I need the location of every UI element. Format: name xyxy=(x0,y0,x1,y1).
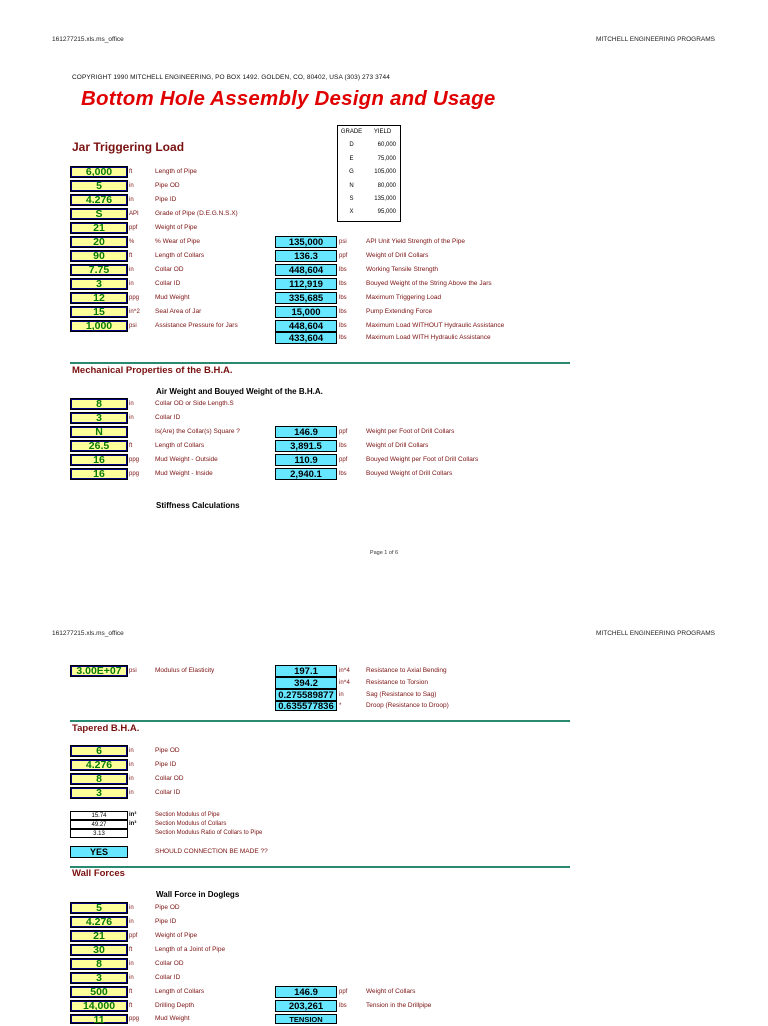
grade-cell: D xyxy=(349,142,354,149)
sag-output: 0.275589877 xyxy=(275,689,337,701)
yield-cell: 80,000 xyxy=(377,182,396,189)
input-unit: in xyxy=(129,401,134,407)
pipe-grade-input[interactable]: S xyxy=(70,208,128,220)
output-unit: ppf xyxy=(339,989,348,995)
output-label: Weight of Drill Collars xyxy=(366,442,429,449)
collar-square-input[interactable]: N xyxy=(70,426,128,438)
input-label: Collar ID xyxy=(155,789,181,796)
input-unit: ppf xyxy=(129,225,138,231)
drillpipe-tension-output: 203,261 xyxy=(275,1000,337,1012)
input-unit: in xyxy=(129,905,134,911)
output-unit: lbs xyxy=(339,309,347,315)
pipe-id-input[interactable]: 4.276 xyxy=(70,759,128,771)
input-unit: ft xyxy=(129,443,133,449)
collar-od-input[interactable]: 8 xyxy=(70,958,128,970)
modulus-unit: in³ xyxy=(129,821,137,827)
grade-row xyxy=(338,166,400,179)
drilling-depth-input[interactable]: 14,000 xyxy=(70,1000,128,1012)
collar-od-input[interactable]: 8 xyxy=(70,773,128,785)
jar-section-title: Jar Triggering Load xyxy=(72,140,185,154)
output-unit: lbs xyxy=(339,443,347,449)
input-label: Collar ID xyxy=(155,974,181,981)
pipe-id-input[interactable]: 4.276 xyxy=(70,194,128,206)
output-label: Weight of Drill Collars xyxy=(366,252,429,259)
working-tensile-output: 448,604 xyxy=(275,264,337,276)
seal-area-input[interactable]: 15 xyxy=(70,306,128,318)
section-divider xyxy=(70,866,570,868)
pump-force-output: 15,000 xyxy=(275,306,337,318)
file-name: 161277215.xls.ms_office xyxy=(52,36,124,43)
page-title: Bottom Hole Assembly Design and Usage xyxy=(81,87,496,110)
output-unit: lbs xyxy=(339,281,347,287)
pipe-od-input[interactable]: 5 xyxy=(70,180,128,192)
input-label: Length of Collars xyxy=(155,442,205,449)
output-label: API Unit Yield Strength of the Pipe xyxy=(366,238,466,245)
length-of-collars-input[interactable]: 90 xyxy=(70,250,128,262)
input-label: Weight of Pipe xyxy=(155,224,198,231)
assistance-pressure-input[interactable]: 1,000 xyxy=(70,320,128,332)
collar-weight-output: 146.9 xyxy=(275,986,337,998)
input-unit: in xyxy=(129,790,134,796)
tension-state-output: TENSION xyxy=(275,1014,337,1024)
output-label: Sag (Resistance to Sag) xyxy=(366,691,437,698)
input-unit: in xyxy=(129,183,134,189)
wall-section-title: Wall Forces xyxy=(72,868,125,879)
input-unit: ppg xyxy=(129,471,140,477)
input-label: Mud Weight xyxy=(155,1015,190,1022)
input-label: Pipe OD xyxy=(155,747,180,754)
air-weight-title: Air Weight and Bouyed Weight of the B.H.A. xyxy=(156,387,323,396)
weight-of-pipe-input[interactable]: 21 xyxy=(70,222,128,234)
output-label: Bouyed Weight per Foot of Drill Collars xyxy=(366,456,479,463)
collar-id-input[interactable]: 3 xyxy=(70,787,128,799)
bouyed-weight-output: 112,919 xyxy=(275,278,337,290)
wear-of-pipe-input[interactable]: 20 xyxy=(70,236,128,248)
grade-yield-table xyxy=(337,125,401,222)
pipe-id-input[interactable]: 4.276 xyxy=(70,916,128,928)
output-label: Weight per Foot of Drill Collars xyxy=(366,428,455,435)
input-unit: ft xyxy=(129,1003,133,1009)
output-label: Weight of Collars xyxy=(366,988,416,995)
modulus-label: Section Modulus Ratio of Collars to Pipe xyxy=(155,830,263,836)
input-label: Is(Are) the Collar(s) Square ? xyxy=(155,428,240,435)
drill-collar-weight-output: 3,891.5 xyxy=(275,440,337,452)
torsion-output: 394.2 xyxy=(275,677,337,689)
grade-cell: G xyxy=(349,169,354,176)
input-unit: ft xyxy=(129,989,133,995)
input-unit: in xyxy=(129,919,134,925)
input-unit: ppg xyxy=(129,1016,140,1022)
yield-cell: 95,000 xyxy=(377,209,396,216)
input-label: Collar OD xyxy=(155,266,184,273)
bouyed-collar-weight-output: 2,940.1 xyxy=(275,468,337,480)
input-unit: psi xyxy=(129,323,137,329)
input-label: Assistance Pressure for Jars xyxy=(155,322,238,329)
input-unit: in xyxy=(129,748,134,754)
input-label: Length of Pipe xyxy=(155,168,197,175)
pipe-od-input[interactable]: 5 xyxy=(70,902,128,914)
output-unit: lbs xyxy=(339,471,347,477)
input-label: Collar OD xyxy=(155,960,184,967)
output-unit: in^4 xyxy=(339,680,350,686)
input-unit: ft xyxy=(129,947,133,953)
input-label: Mud Weight - Outside xyxy=(155,456,218,463)
input-label: Mud Weight - Inside xyxy=(155,470,213,477)
input-label: Weight of Pipe xyxy=(155,932,198,939)
output-unit: lbs xyxy=(339,323,347,329)
input-unit: in xyxy=(129,197,134,203)
pipe-od-input[interactable]: 6 xyxy=(70,745,128,757)
mud-weight-input[interactable]: 12 xyxy=(70,292,128,304)
connection-output: YES xyxy=(70,846,128,858)
yield-header: YIELD xyxy=(373,129,392,135)
grade-row xyxy=(338,206,400,219)
tapered-section-title: Tapered B.H.A. xyxy=(72,723,140,734)
input-label: Pipe ID xyxy=(155,761,177,768)
mud-weight-input[interactable]: 11 xyxy=(70,1014,128,1024)
length-of-pipe-input[interactable]: 6,000 xyxy=(70,166,128,178)
input-unit: ppg xyxy=(129,457,140,463)
grade-row xyxy=(338,153,400,166)
length-of-collars-input[interactable]: 26.5 xyxy=(70,440,128,452)
input-unit: % xyxy=(129,239,135,245)
input-unit: ft xyxy=(129,253,133,259)
input-label: Drilling Depth xyxy=(155,1002,195,1009)
output-unit: in xyxy=(339,692,344,698)
bouyed-weight-per-foot-output: 110.9 xyxy=(275,454,337,466)
output-unit: ppf xyxy=(339,429,348,435)
input-label: Length of Collars xyxy=(155,252,205,259)
input-unit: in xyxy=(129,281,134,287)
stiffness-title: Stiffness Calculations xyxy=(156,501,240,510)
section-divider xyxy=(70,362,570,364)
input-label: % Wear of Pipe xyxy=(155,238,201,245)
input-label: Modulus of Elasticity xyxy=(155,667,215,674)
droop-output: 0.635577836 xyxy=(275,701,337,711)
input-unit: in xyxy=(129,415,134,421)
yield-cell: 75,000 xyxy=(377,155,396,162)
section-divider xyxy=(70,720,570,722)
yield-cell: 60,000 xyxy=(377,142,396,149)
output-unit: in^4 xyxy=(339,668,350,674)
page-number: Page 1 of 6 xyxy=(369,550,399,556)
input-unit: in xyxy=(129,776,134,782)
grade-row xyxy=(338,180,400,193)
max-load-with-output: 433,604 xyxy=(275,332,337,344)
grade-header: GRADE xyxy=(340,129,363,135)
weight-of-pipe-input[interactable]: 21 xyxy=(70,930,128,942)
modulus-ratio: 3.13 xyxy=(70,829,128,838)
output-label: Bouyed Weight of the String Above the Jars xyxy=(366,280,492,287)
axial-bending-output: 197.1 xyxy=(275,665,337,677)
input-label: Length of a Joint of Pipe xyxy=(155,946,226,953)
output-unit: ppf xyxy=(339,253,348,259)
input-label: Collar ID xyxy=(155,414,181,421)
output-label: Resistance to Axial Bending xyxy=(366,667,447,674)
grade-cell: E xyxy=(349,155,354,162)
yield-strength-output: 135,000 xyxy=(275,236,337,248)
input-unit: in xyxy=(129,961,134,967)
input-unit: psi xyxy=(129,668,137,674)
input-label: Collar ID xyxy=(155,280,181,287)
input-unit: in xyxy=(129,762,134,768)
input-label: Pipe OD xyxy=(155,182,180,189)
modulus-input[interactable]: 3.00E+07 xyxy=(70,665,128,677)
grade-row xyxy=(338,139,400,152)
modulus-label: Section Modulus of Collars xyxy=(155,821,227,827)
pipe-section-modulus: 15.74 xyxy=(70,811,128,820)
collar-id-input[interactable]: 3 xyxy=(70,972,128,984)
max-trigger-output: 335,685 xyxy=(275,292,337,304)
modulus-unit: in³ xyxy=(129,812,137,818)
collar-od-input[interactable]: 7.75 xyxy=(70,264,128,276)
joint-length-input[interactable]: 30 xyxy=(70,944,128,956)
input-unit: in xyxy=(129,975,134,981)
input-label: Grade of Pipe (D.E.G.N.S.X) xyxy=(155,210,238,217)
output-label: Working Tensile Strength xyxy=(366,266,439,273)
input-unit: in xyxy=(129,267,134,273)
input-unit: ppf xyxy=(129,933,138,939)
yield-cell: 105,000 xyxy=(374,169,396,176)
mud-weight-outside-input[interactable]: 16 xyxy=(70,454,128,466)
collar-id-input[interactable]: 3 xyxy=(70,412,128,424)
input-unit: ft xyxy=(129,169,133,175)
output-label: Resistance to Torsion xyxy=(366,679,429,686)
output-unit: lbs xyxy=(339,267,347,273)
input-label: Collar OD or Side Length.S xyxy=(155,400,234,407)
dogleg-title: Wall Force in Doglegs xyxy=(156,890,240,899)
weight-per-foot-output: 146.9 xyxy=(275,426,337,438)
output-label: Pump Extending Force xyxy=(366,308,433,315)
grade-row xyxy=(338,193,400,206)
output-label: Maximum Load WITHOUT Hydraulic Assistance xyxy=(366,322,505,329)
input-unit: ppg xyxy=(129,295,140,301)
grade-cell: N xyxy=(349,182,354,189)
grade-cell: X xyxy=(349,209,354,216)
grade-cell: S xyxy=(349,195,354,202)
input-label: Pipe ID xyxy=(155,196,177,203)
mud-weight-inside-input[interactable]: 16 xyxy=(70,468,128,480)
output-label: Bouyed Weight of Drill Collars xyxy=(366,470,453,477)
input-label: Mud Weight xyxy=(155,294,190,301)
yield-cell: 135,000 xyxy=(374,195,396,202)
max-load-without-output: 448,604 xyxy=(275,320,337,332)
input-unit: in^2 xyxy=(129,309,140,315)
output-unit: psi xyxy=(339,239,347,245)
connection-label: SHOULD CONNECTION BE MADE ?? xyxy=(155,848,268,855)
output-label: Droop (Resistance to Droop) xyxy=(366,702,449,709)
output-unit: lbs xyxy=(339,335,347,341)
input-label: Pipe ID xyxy=(155,918,177,925)
modulus-label: Section Modulus of Pipe xyxy=(155,812,220,818)
collar-id-input[interactable]: 3 xyxy=(70,278,128,290)
collar-section-modulus: 49.27 xyxy=(70,820,128,829)
output-unit: ppf xyxy=(339,457,348,463)
input-unit: API xyxy=(129,211,139,217)
output-unit: lbs xyxy=(339,1003,347,1009)
company-name: MITCHELL ENGINEERING PROGRAMS xyxy=(596,36,715,43)
output-label: Maximum Triggering Load xyxy=(366,294,442,301)
length-of-collars-input[interactable]: 500 xyxy=(70,986,128,998)
input-label: Pipe OD xyxy=(155,904,180,911)
input-label: Seal Area of Jar xyxy=(155,308,202,315)
collar-od-side-input[interactable]: 8 xyxy=(70,398,128,410)
copyright-notice: COPYRIGHT 1990 MITCHELL ENGINEERING, PO BOX 1492. GOLDEN, CO, 80402, USA (303) 273 3744 xyxy=(72,74,390,81)
input-label: Collar OD xyxy=(155,775,184,782)
output-label: Tension in the Drillpipe xyxy=(366,1002,432,1009)
grade-table-header xyxy=(338,126,400,139)
output-unit: lbs xyxy=(339,295,347,301)
output-label: Maximum Load WITH Hydraulic Assistance xyxy=(366,334,491,341)
input-label: Length of Collars xyxy=(155,988,205,995)
file-name: 161277215.xls.ms_office xyxy=(52,630,124,637)
collar-weight-output: 136.3 xyxy=(275,250,337,262)
mech-section-title: Mechanical Properties of the B.H.A. xyxy=(72,365,233,376)
company-name: MITCHELL ENGINEERING PROGRAMS xyxy=(596,630,715,637)
output-unit: * xyxy=(339,703,342,709)
